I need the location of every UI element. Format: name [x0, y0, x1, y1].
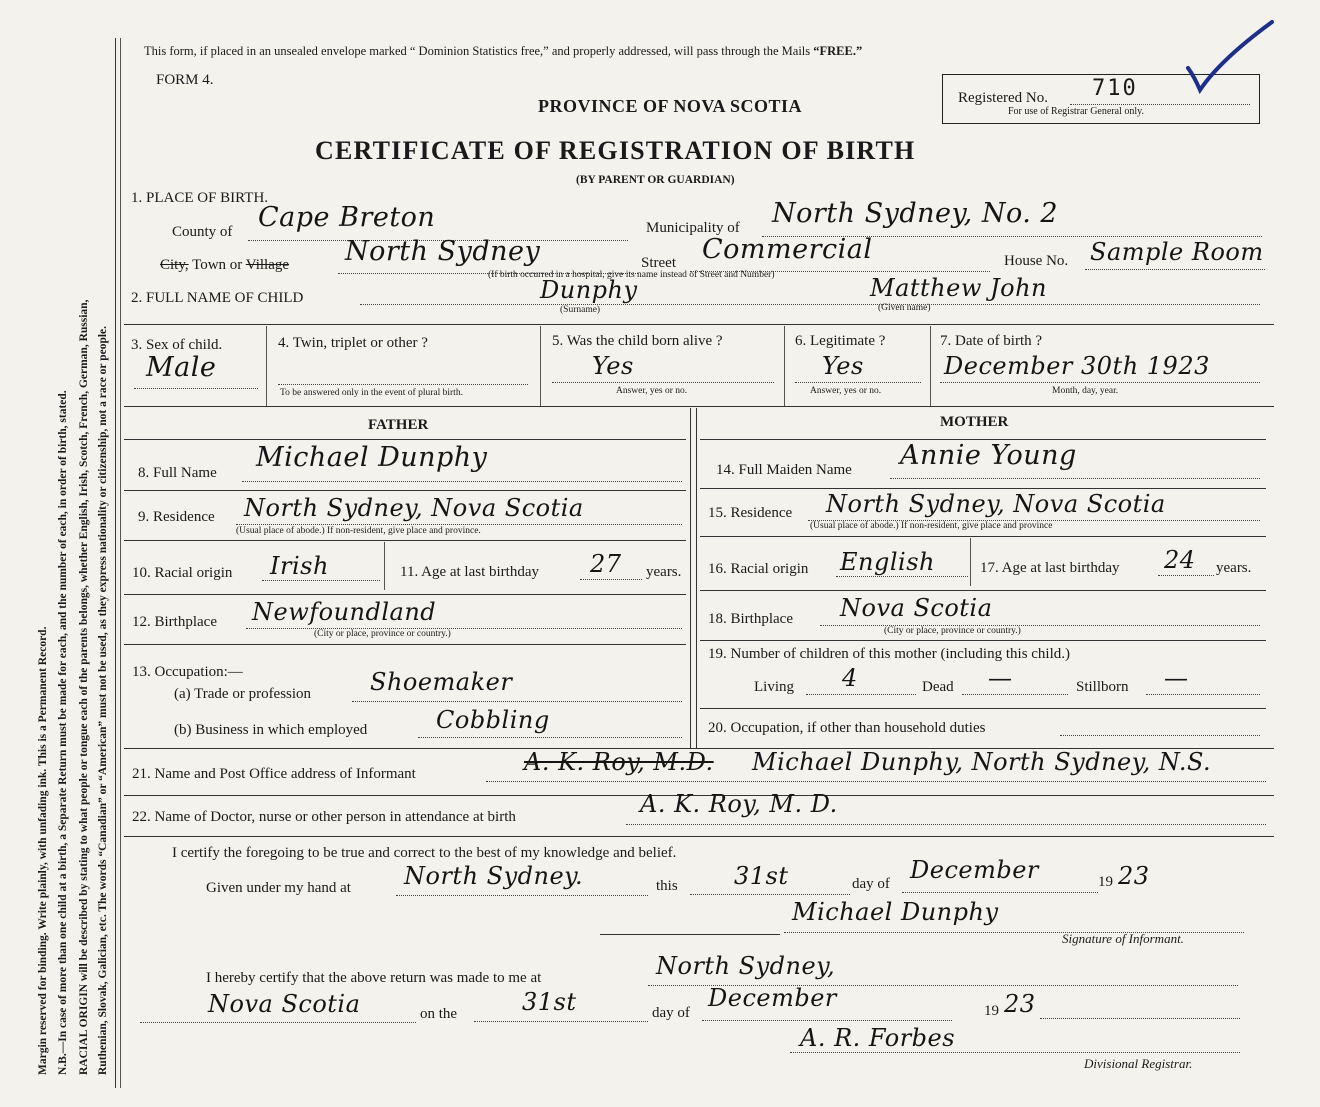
registrar-place: North Sydney,: [656, 952, 836, 980]
twin-label: 4. Twin, triplet or other ?: [278, 335, 428, 351]
registrar-month: December: [708, 984, 837, 1012]
dob-note: Month, day, year.: [1052, 386, 1119, 396]
on-the-label: on the: [420, 1006, 458, 1022]
house-label: House No.: [1004, 253, 1069, 269]
father-heading: FATHER: [368, 417, 429, 433]
margin-note-racial-origin: RACIAL ORIGIN will be described by stating to what people or tongue each of the parents belongs, whether English, Irish, Scotch, French, German, Russian,: [78, 299, 90, 1075]
day-of-label: day of: [852, 876, 890, 892]
registered-line: [1070, 104, 1250, 105]
alive-note: Answer, yes or no.: [616, 386, 688, 396]
legit-value: Yes: [822, 352, 864, 380]
mother-living-value: 4: [842, 664, 858, 692]
father-racial-label: 10. Racial origin: [132, 565, 233, 581]
dob-value: December 30th 1923: [944, 352, 1210, 380]
registered-label: Registered No.: [958, 90, 1048, 106]
registrar-use-note: For use of Registrar General only.: [1008, 106, 1144, 117]
given-caption: (Given name): [878, 303, 931, 313]
father-residence-label: 9. Residence: [138, 509, 215, 525]
town-label: City, Town or Village: [160, 257, 290, 273]
hospital-note: (If birth occurred in a hospital, give its name instead of Street and Number): [488, 270, 775, 280]
form-number: FORM 4.: [156, 72, 214, 88]
child-given-name: Matthew John: [870, 274, 1047, 302]
dob-label: 7. Date of birth ?: [940, 333, 1043, 349]
mother-living-label: Living: [754, 679, 794, 695]
mother-name-label: 14. Full Maiden Name: [716, 462, 852, 478]
registrar-year: 23: [1004, 990, 1036, 1018]
father-residence-value: North Sydney, Nova Scotia: [244, 494, 584, 522]
mother-name-value: Annie Young: [900, 440, 1077, 471]
father-occupation-label: 13. Occupation:—: [132, 664, 243, 680]
father-years: years.: [646, 564, 682, 580]
margin-border: [115, 38, 116, 1088]
county-value: Cape Breton: [258, 202, 436, 233]
father-trade-value: Shoemaker: [370, 668, 513, 696]
house-value: Sample Room: [1090, 238, 1264, 266]
father-residence-note: (Usual place of abode.) If non-resident, give place and province.: [236, 526, 481, 536]
municipality-label: Municipality of: [646, 220, 740, 236]
given-year-prefix: 19: [1098, 874, 1113, 890]
place-of-birth-label: 1. PLACE OF BIRTH.: [131, 190, 269, 206]
informant-signature: Michael Dunphy: [792, 898, 999, 926]
father-racial-value: Irish: [270, 552, 329, 580]
father-birthplace-label: 12. Birthplace: [132, 614, 217, 630]
margin-note-nationality: Ruthenian, Slovak, Galician, etc. The words “Canadian” or “American” must not be used, as they express nationality or citizenship, not a race or people.: [97, 325, 109, 1075]
county-label: County of: [172, 224, 233, 240]
mother-birthplace-note: (City or place, province or country.): [884, 626, 1021, 636]
postal-note: This form, if placed in an unsealed envelope marked “ Dominion Statistics free,” and properly addressed, will pass through the Mails “FREE.”: [144, 44, 863, 58]
father-business-label: (b) Business in which employed: [174, 722, 368, 738]
given-day: 31st: [734, 862, 789, 890]
mother-residence-note: (Usual place of abode.) If non-resident, give place and province: [810, 521, 1053, 531]
child-name-label: 2. FULL NAME OF CHILD: [131, 290, 304, 306]
mother-dead-value: —: [988, 664, 1013, 692]
given-label: Given under my hand at: [206, 880, 351, 896]
mother-racial-value: English: [840, 548, 935, 576]
mother-stillborn-label: Stillborn: [1076, 679, 1129, 695]
municipality-value: North Sydney, No. 2: [772, 198, 1059, 229]
given-month: December: [910, 856, 1039, 884]
mother-years: years.: [1216, 560, 1252, 576]
twin-note: To be answered only in the event of plural birth.: [280, 388, 463, 398]
father-trade-label: (a) Trade or profession: [174, 686, 312, 702]
street-value: Commercial: [702, 234, 873, 265]
this-label: this: [656, 878, 678, 894]
mother-residence-label: 15. Residence: [708, 505, 793, 521]
registrar-signature-label: Divisional Registrar.: [1084, 1056, 1193, 1071]
legit-label: 6. Legitimate ?: [795, 333, 886, 349]
alive-value: Yes: [592, 352, 634, 380]
checkmark-icon: [1180, 20, 1280, 100]
certificate-title: CERTIFICATE OF REGISTRATION OF BIRTH: [315, 136, 916, 165]
registered-number: 710: [1092, 76, 1138, 101]
mother-age-label: 17. Age at last birthday: [980, 560, 1120, 576]
town-value: North Sydney: [345, 236, 541, 267]
registrar-day: 31st: [522, 988, 577, 1016]
registrar-signature: A. R. Forbes: [800, 1024, 956, 1052]
alive-label: 5. Was the child born alive ?: [552, 333, 723, 349]
street-label: Street: [641, 255, 676, 271]
father-business-value: Cobbling: [436, 706, 550, 734]
father-name-label: 8. Full Name: [138, 465, 217, 481]
registrar-day-of-label: day of: [652, 1005, 690, 1021]
informant-signature-label: Signature of Informant.: [1062, 931, 1184, 946]
margin-border-inner: [120, 38, 121, 1088]
doctor-label: 22. Name of Doctor, nurse or other person in attendance at birth: [132, 809, 516, 825]
given-year: 23: [1118, 862, 1150, 890]
mother-birthplace-value: Nova Scotia: [840, 594, 993, 622]
mother-children-label: 19. Number of children of this mother (including this child.): [708, 646, 1071, 662]
registrar-statement: I hereby certify that the above return was made to me at: [206, 970, 542, 986]
father-name-value: Michael Dunphy: [256, 442, 488, 473]
sex-label: 3. Sex of child.: [131, 337, 223, 353]
legit-note: Answer, yes or no.: [810, 386, 882, 396]
province-title: PROVINCE OF NOVA SCOTIA: [538, 96, 803, 116]
mother-heading: MOTHER: [940, 414, 1009, 430]
doctor-value: A. K. Roy, M. D.: [640, 790, 838, 818]
father-age-value: 27: [590, 550, 622, 578]
certify-statement: I certify the foregoing to be true and correct to the best of my knowledge and belief.: [172, 845, 677, 861]
father-birthplace-note: (City or place, province or country.): [314, 629, 451, 639]
mother-dead-label: Dead: [922, 679, 954, 695]
margin-note-multiple-births: N.B.—In case of more than one child at a birth, a Separate Return must be made for each, and the number of each, in order of birth, stated.: [57, 390, 69, 1075]
informant-struck-value: A. K. Roy, M.D.: [524, 748, 714, 776]
given-place: North Sydney.: [404, 862, 584, 890]
informant-value: Michael Dunphy, North Sydney, N.S.: [752, 748, 1212, 776]
mother-birthplace-label: 18. Birthplace: [708, 611, 793, 627]
registrar-place2: Nova Scotia: [208, 990, 361, 1018]
mother-stillborn-value: —: [1164, 664, 1189, 692]
child-surname: Dunphy: [540, 276, 638, 304]
mother-racial-label: 16. Racial origin: [708, 561, 809, 577]
mother-age-value: 24: [1164, 546, 1196, 574]
father-age-label: 11. Age at last birthday: [400, 564, 539, 580]
margin-note-binding: Margin reserved for binding. Write plainly, with unfading ink. This is a Permanent Record.: [37, 626, 49, 1075]
registrar-year-prefix: 19: [984, 1003, 999, 1019]
mother-residence-value: North Sydney, Nova Scotia: [826, 490, 1166, 518]
sex-value: Male: [146, 352, 217, 383]
surname-caption: (Surname): [560, 305, 601, 315]
certificate-subtitle: (BY PARENT OR GUARDIAN): [576, 174, 735, 186]
mother-occupation-label: 20. Occupation, if other than household duties: [708, 720, 986, 736]
informant-label: 21. Name and Post Office address of Informant: [132, 766, 416, 782]
father-birthplace-value: Newfoundland: [252, 598, 437, 626]
